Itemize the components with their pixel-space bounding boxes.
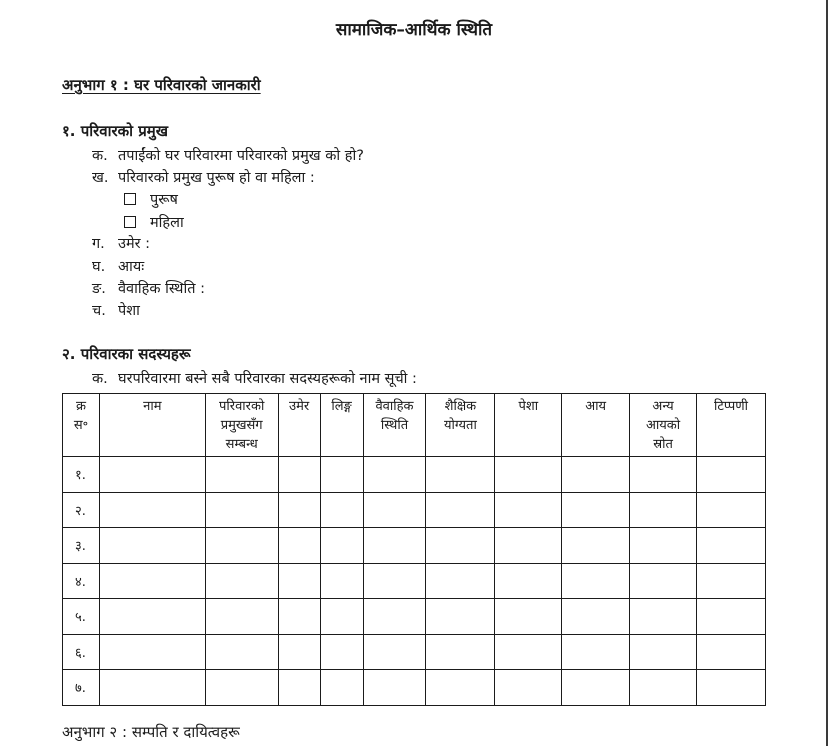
question-marker: ख. xyxy=(92,170,109,186)
table-cell[interactable] xyxy=(697,457,766,493)
table-column-header xyxy=(630,394,697,457)
table-cell[interactable] xyxy=(99,670,205,706)
table-column-header xyxy=(99,394,205,457)
checkbox-icon[interactable] xyxy=(124,193,136,205)
table-cell[interactable] xyxy=(697,492,766,528)
table-cell[interactable] xyxy=(278,563,320,599)
table-row xyxy=(63,492,766,528)
table-cell[interactable] xyxy=(495,457,562,493)
header-text-line: आय xyxy=(585,399,607,414)
document-title: सामाजिक–आर्थिक स्थिति xyxy=(335,20,493,40)
table-cell[interactable] xyxy=(205,634,278,670)
table-cell[interactable] xyxy=(495,563,562,599)
table-cell[interactable] xyxy=(562,563,630,599)
question-ka xyxy=(92,145,364,165)
table-row xyxy=(63,563,766,599)
question-text: उमेर : xyxy=(118,236,151,252)
table-cell[interactable] xyxy=(278,634,320,670)
option-label: पुरूष xyxy=(150,192,178,208)
header-text-line: नाम xyxy=(143,399,162,414)
row-serial-number: ४. xyxy=(63,563,100,599)
header-text-line: टिप्पणी xyxy=(713,399,749,414)
table-cell[interactable] xyxy=(278,670,320,706)
option-male[interactable] xyxy=(124,189,178,209)
table-cell[interactable] xyxy=(426,634,495,670)
table-cell[interactable] xyxy=(630,492,697,528)
row-serial-number: ७. xyxy=(63,670,100,706)
table-cell[interactable] xyxy=(320,528,363,564)
option-female[interactable] xyxy=(124,212,184,232)
table-cell[interactable] xyxy=(205,563,278,599)
question-marker: घ. xyxy=(92,259,106,275)
row-serial-number: ५. xyxy=(63,599,100,635)
table-cell[interactable] xyxy=(495,599,562,635)
table-cell[interactable] xyxy=(363,457,426,493)
table-column-header xyxy=(495,394,562,457)
table-cell[interactable] xyxy=(697,670,766,706)
table-cell[interactable] xyxy=(426,670,495,706)
table-cell[interactable] xyxy=(697,528,766,564)
table-cell[interactable] xyxy=(495,528,562,564)
table-cell[interactable] xyxy=(99,528,205,564)
table-row xyxy=(63,670,766,706)
header-text-line: उमेर xyxy=(289,399,310,414)
table-cell[interactable] xyxy=(363,634,426,670)
header-text-line: सम्बन्ध xyxy=(225,437,258,452)
table-cell[interactable] xyxy=(205,670,278,706)
table-cell[interactable] xyxy=(562,528,630,564)
table-column-header xyxy=(697,394,766,457)
table-column-header xyxy=(562,394,630,457)
table-cell[interactable] xyxy=(630,457,697,493)
table-cell[interactable] xyxy=(630,670,697,706)
table-cell[interactable] xyxy=(99,563,205,599)
table-column-header xyxy=(426,394,495,457)
question-nga xyxy=(92,278,205,298)
table-cell[interactable] xyxy=(426,457,495,493)
table-cell[interactable] xyxy=(562,634,630,670)
question-marker: क. xyxy=(92,371,108,387)
question-text: वैवाहिक स्थिति : xyxy=(118,281,205,297)
checkbox-icon[interactable] xyxy=(124,216,136,228)
table-row xyxy=(63,599,766,635)
section1-heading: १. परिवारको प्रमुख xyxy=(62,122,169,140)
question-marker: क. xyxy=(92,148,108,164)
question-marker: च. xyxy=(92,303,106,319)
table-cell[interactable] xyxy=(426,599,495,635)
header-text-line: शैक्षिक xyxy=(444,399,477,414)
question-marker: ग. xyxy=(92,236,105,252)
table-cell[interactable] xyxy=(697,634,766,670)
header-text-line: क्र xyxy=(75,399,86,414)
table-cell[interactable] xyxy=(205,457,278,493)
table-cell[interactable] xyxy=(99,599,205,635)
table-row xyxy=(63,634,766,670)
header-text-line: स्रोत xyxy=(653,437,673,452)
table-cell[interactable] xyxy=(495,670,562,706)
table-header-row xyxy=(63,394,766,457)
option-label: महिला xyxy=(150,215,184,231)
table-column-header xyxy=(363,394,426,457)
header-text-line: लिङ्ग xyxy=(331,399,352,414)
question-marker: ङ. xyxy=(92,281,106,297)
table-cell[interactable] xyxy=(697,563,766,599)
table-cell[interactable] xyxy=(205,528,278,564)
table-cell[interactable] xyxy=(205,599,278,635)
table-column-header xyxy=(205,394,278,457)
table-column-header xyxy=(278,394,320,457)
question-text: तपाईंको घर परिवारमा परिवारको प्रमुख को हो? xyxy=(118,148,364,164)
question-text: आयः xyxy=(118,259,145,275)
table-cell[interactable] xyxy=(562,670,630,706)
question-cha xyxy=(92,300,140,320)
header-text-line: प्रमुखसँग xyxy=(220,418,263,433)
table-row xyxy=(63,457,766,493)
question-kha xyxy=(92,167,315,187)
header-text-line: अन्य xyxy=(652,399,674,414)
table-column-header xyxy=(63,394,100,457)
table-cell[interactable] xyxy=(562,599,630,635)
table-row xyxy=(63,528,766,564)
table-cell[interactable] xyxy=(562,457,630,493)
table-cell[interactable] xyxy=(99,492,205,528)
header-text-line: पेशा xyxy=(518,399,539,414)
question-text: परिवारको प्रमुख पुरूष हो वा महिला : xyxy=(118,170,315,186)
table-cell[interactable] xyxy=(363,492,426,528)
header-text-line: वैवाहिक xyxy=(375,399,414,414)
question-gha xyxy=(92,256,144,276)
table-cell[interactable] xyxy=(205,492,278,528)
table-cell[interactable] xyxy=(630,528,697,564)
row-serial-number: ६. xyxy=(63,634,100,670)
header-text-line: आयको xyxy=(645,418,681,433)
table-cell[interactable] xyxy=(630,599,697,635)
table-cell[interactable] xyxy=(320,492,363,528)
table-cell[interactable] xyxy=(697,599,766,635)
header-text-line: स॰ xyxy=(73,418,89,433)
table-cell[interactable] xyxy=(278,599,320,635)
table-cell[interactable] xyxy=(320,599,363,635)
members-table xyxy=(62,393,766,706)
table-cell[interactable] xyxy=(320,563,363,599)
table-cell[interactable] xyxy=(278,528,320,564)
table-cell[interactable] xyxy=(278,457,320,493)
question-ga xyxy=(92,233,150,253)
table-cell[interactable] xyxy=(426,563,495,599)
table-cell[interactable] xyxy=(495,492,562,528)
part1-heading: अनुभाग १ : घर परिवारको जानकारी xyxy=(62,76,261,94)
table-cell[interactable] xyxy=(99,634,205,670)
table-cell[interactable] xyxy=(363,528,426,564)
table-cell[interactable] xyxy=(320,457,363,493)
table-cell[interactable] xyxy=(630,563,697,599)
table-cell[interactable] xyxy=(363,670,426,706)
table-cell[interactable] xyxy=(320,634,363,670)
header-text-line: योग्यता xyxy=(443,418,477,433)
table-column-header xyxy=(320,394,363,457)
table-cell[interactable] xyxy=(426,528,495,564)
header-text-line: परिवारको xyxy=(219,399,265,414)
question-text: घरपरिवारमा बस्ने सबै परिवारका सदस्यहरूको नाम सूची : xyxy=(118,371,417,387)
row-serial-number: २. xyxy=(63,492,100,528)
table-cell[interactable] xyxy=(495,634,562,670)
table-cell[interactable] xyxy=(363,599,426,635)
table-cell[interactable] xyxy=(320,670,363,706)
header-text-line: स्थिति xyxy=(380,418,409,433)
table-cell[interactable] xyxy=(99,457,205,493)
part2-heading: अनुभाग २ : सम्पति र दायित्वहरू xyxy=(62,723,240,741)
row-serial-number: १. xyxy=(63,457,100,493)
table-body xyxy=(63,457,766,706)
table-cell[interactable] xyxy=(630,634,697,670)
table-cell[interactable] xyxy=(278,492,320,528)
section2-heading: २. परिवारका सदस्यहरू xyxy=(62,345,191,363)
table-cell[interactable] xyxy=(426,492,495,528)
row-serial-number: ३. xyxy=(63,528,100,564)
table-cell[interactable] xyxy=(363,563,426,599)
question-text: पेशा xyxy=(118,303,140,319)
question-members-list xyxy=(92,368,417,388)
table-cell[interactable] xyxy=(562,492,630,528)
